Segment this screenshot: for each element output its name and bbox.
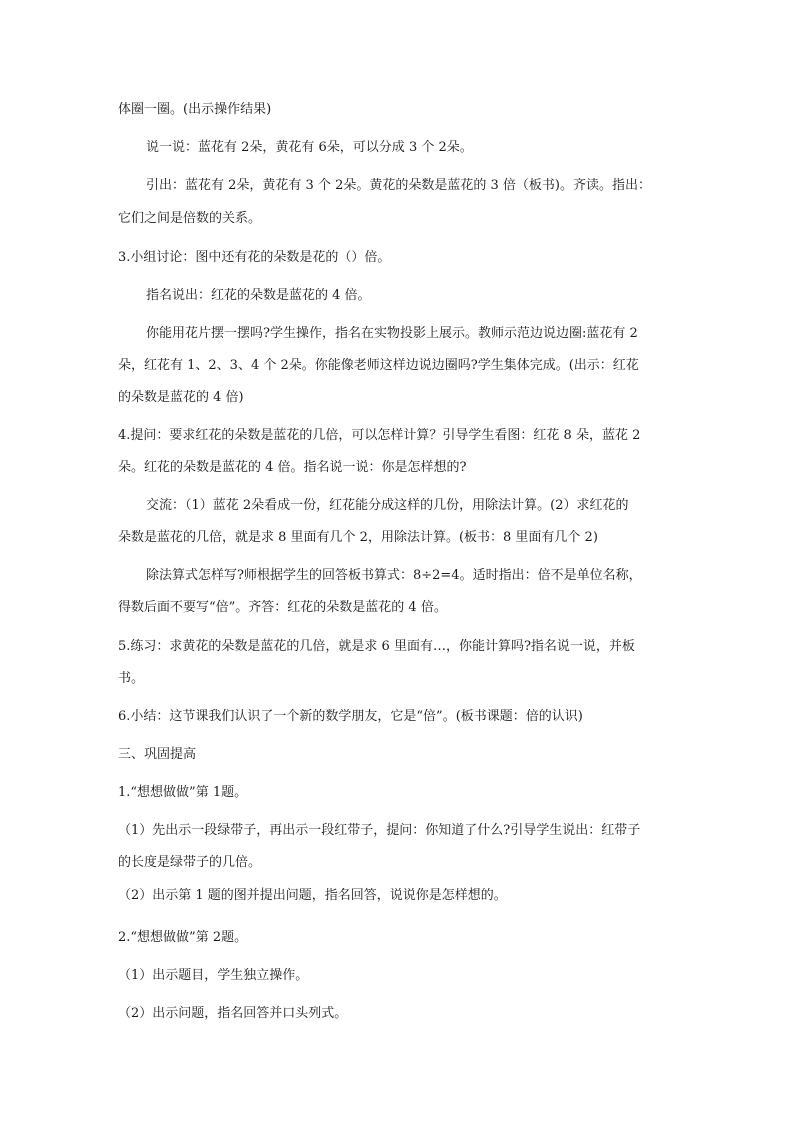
- text-line: 1.“想想做做”第 1题。: [118, 785, 248, 800]
- text-line: 的长度是绿带子的几倍。: [118, 855, 262, 870]
- text-line: 3.小组讨论：图中还有花的朵数是花的（）倍。: [118, 250, 391, 265]
- text-line: 它们之间是倍数的关系。: [118, 211, 262, 226]
- text-line: （2）出示第 1 题的图并提出问题，指名回答，说说你是怎样想的。: [118, 888, 507, 903]
- text-line: （2）出示问题，指名回答并口头列式。: [118, 1006, 348, 1021]
- text-line: 5.练习：求黄花的朵数是蓝花的几倍，就是求 6 里面有…，你能计算吗?指名说一说，并板: [118, 639, 635, 654]
- text-line: 除法算式怎样写?师根据学生的回答板书算式：8÷2=4。适时指出：倍不是单位名称，: [146, 568, 642, 583]
- text-line: 朵数是蓝花的几倍，就是求 8 里面有几个 2，用除法计算。(板书：8 里面有几个 2): [118, 530, 598, 545]
- text-line: 6.小结：这节课我们认识了一个新的数学朋友，它是“倍”。(板书课题：倍的认识): [118, 709, 583, 724]
- text-line: （1）出示题目，学生独立操作。: [118, 968, 309, 983]
- text-line: 2.“想想做做”第 2题。: [118, 930, 248, 945]
- text-line: 体圈一圈。(出示操作结果): [118, 102, 272, 117]
- text-line: （1）先出示一段绿带子，再出示一段红带子，提问：你知道了什么?引导学生说出：红带子: [118, 823, 641, 838]
- text-line: 的朵数是蓝花的 4 倍): [118, 390, 244, 405]
- text-line: 朵。红花的朵数是蓝花的 4 倍。指名说一说：你是怎样想的?: [118, 460, 467, 475]
- text-line: 4.提问：要求红花的朵数是蓝花的几倍，可以怎样计算？引导学生看图：红花 8 朵，蓝花 2: [118, 428, 641, 443]
- text-line: 说一说：蓝花有 2朵，黄花有 6朵，可以分成 3 个 2朵。: [146, 140, 473, 155]
- text-line: 得数后面不要写“倍”。齐答：红花的朵数是蓝花的 4 倍。: [118, 600, 447, 615]
- text-line: 书。: [118, 671, 145, 686]
- text-line: 引出：蓝花有 2朵，黄花有 3 个 2朵。黄花的朵数是蓝花的 3 倍（板书)。齐读。指出：: [146, 178, 651, 193]
- text-line: 交流：（1）蓝花 2朵看成一份，红花能分成这样的几份，用除法计算。(2）求红花的: [146, 498, 629, 513]
- section-heading: 三、巩固提高: [118, 747, 197, 762]
- text-line: 指名说出：红花的朵数是蓝花的 4 倍。: [146, 288, 371, 303]
- text-line: 你能用花片摆一摆吗?学生操作，指名在实物投影上展示。教师示范边说边圈:蓝花有 2: [146, 326, 638, 341]
- text-line: 朵，红花有 1、2、3、4 个 2朵。你能像老师这样边说边圈吗?学生集体完成。(出示：红花: [118, 358, 639, 373]
